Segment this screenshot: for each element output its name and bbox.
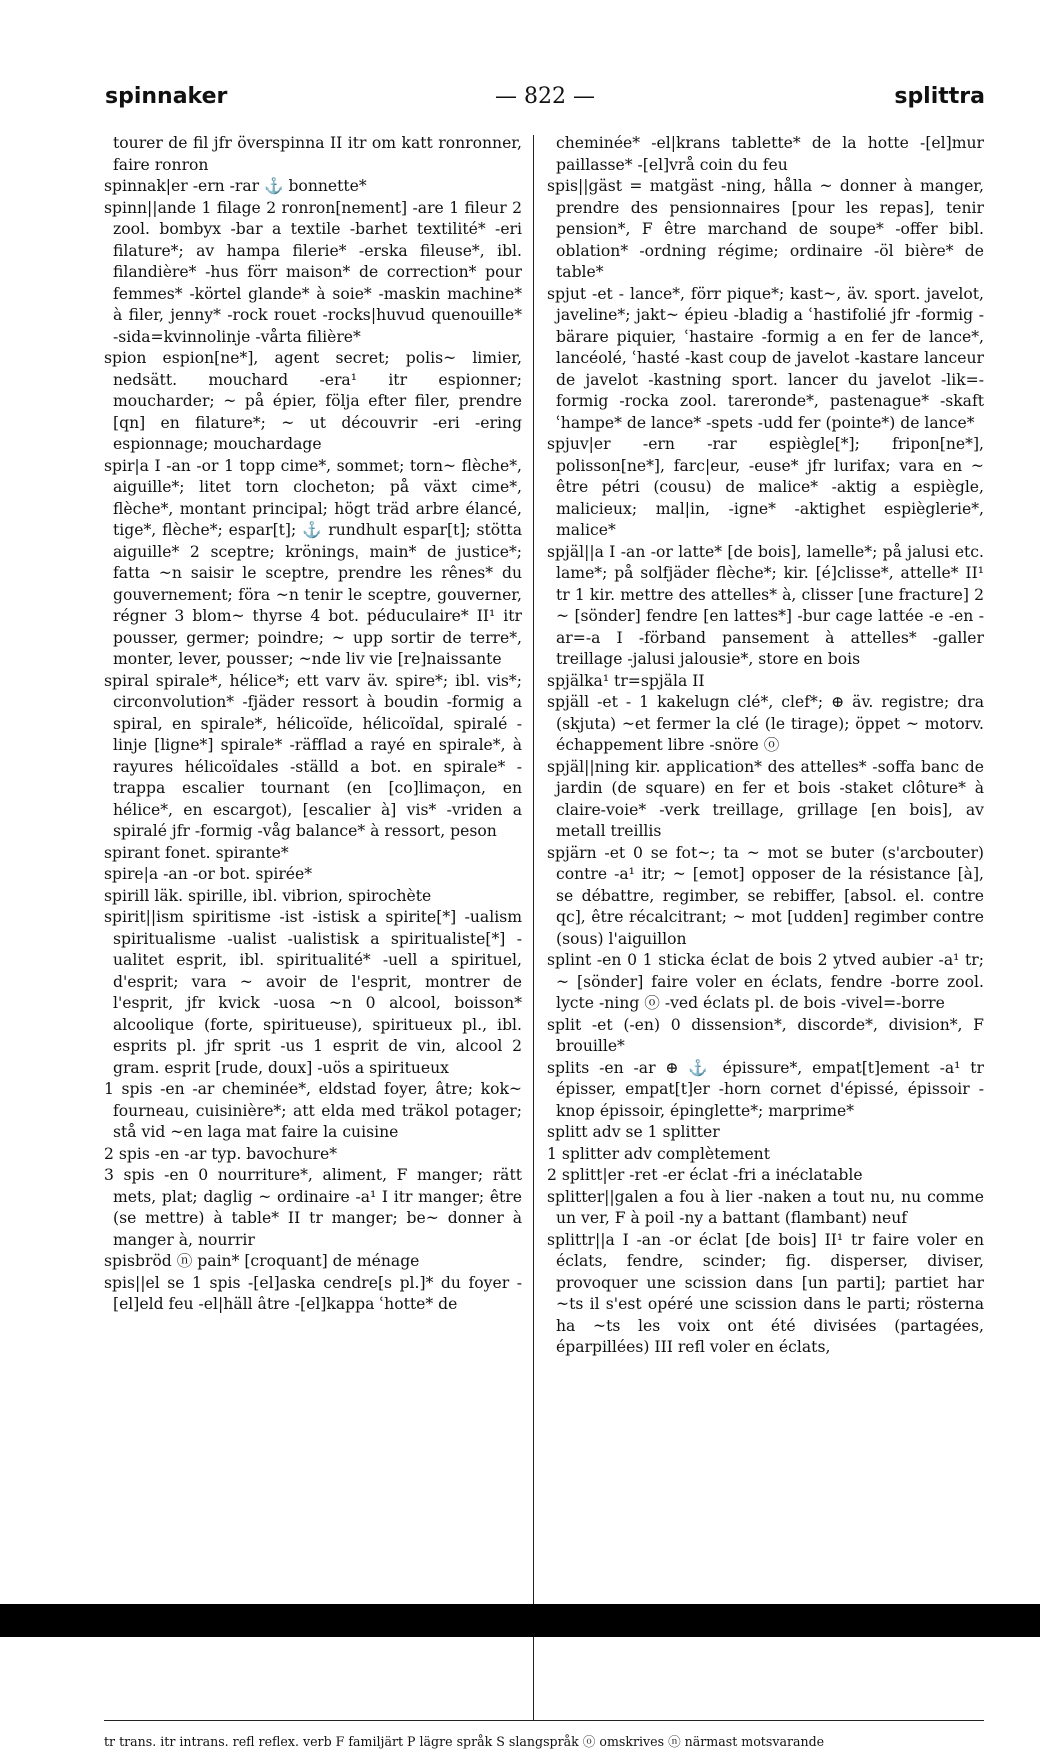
dictionary-entry: spjärn -et 0 se fot~; ta ~ mot se buter (s'arcbouter) contre -a¹ itr; ~ [emot] opposer de la résistance [à], se débattre, regimber, se rebiffer, [absol. el. contre qc], être récalcitrant; ~ mot [udden] regimber contre (sous) l'aiguillon: [547, 843, 984, 948]
dictionary-entry: spjäll -et - 1 kakelugn clé*, clef*; ⊕ äv. registre; dra (skjuta) ~et fermer la clé (le tirage); öppet ~ motorv. échappement libre -snöre ⓞ: [547, 693, 984, 754]
dictionary-entry: spirit||ism spiritisme -ist -istisk a spirite[*] -ualism spiritualisme -ualist -ualistisk a spiritualiste[*] -ualitet esprit, ibl. spiritualité* -uell a spirituel, d'esprit; vara ~ avoir de l'esprit, montrer de l'esprit, jfr kvick -uosa ~n 0 alcool, boisson* alcoolique (forte, spiritueuse), spiritueux pl., ibl. esprits pl. jfr sprit -us 1 esprit de vin, alcool 2 gram. esprit [rude, doux] -uös a spiritueux: [104, 908, 522, 1077]
dictionary-entry: spis||el se 1 spis -[el]aska cendre[s pl.]* du foyer -[el]eld feu -el|häll âtre -[el]kappa ʿhotte* de: [104, 1273, 522, 1313]
dictionary-entry: splint -en 0 1 sticka éclat de bois 2 ytved aubier -a¹ tr; ~ [sönder] faire voler en éclats, fendre -borre zool. lycte -ning ⓞ -ved éclats pl. de bois -vivel=-borre: [547, 951, 984, 1012]
abbreviation-footer: tr trans. itr intrans. refl reflex. verb F familjärt P lägre språk S slangspråk ⓞ omskrives ⓝ närmast motsvarande: [104, 1734, 825, 1749]
column-divider: [533, 135, 534, 1720]
dictionary-entry: splitt adv se 1 splitter: [547, 1123, 720, 1141]
dictionary-entry: spirant fonet. spirante*: [104, 843, 289, 862]
dictionary-entry: cheminée* -el|krans tablette* de la hotte -[el]mur paillasse* -[el]vrå coin du feu: [556, 134, 984, 174]
dictionary-entry: spjälka¹ tr=spjäla II: [547, 671, 705, 690]
dictionary-entry: spjuv|er -ern -rar espiègle[*]; fripon[ne*], polisson[ne*], farc|eur, -euse* jfr lurifax; vara en ~ être pétri (cousu) de malice* -aktig a espiègle, malicieux; mal|in, -igne* -aktighet espièglerie*, malice*: [547, 435, 984, 539]
dictionary-entry: spjut -et - lance*, förr pique*; kast~, äv. sport. javelot, javeline*; jakt~ épieu -bladig a ʿhastifolié jfr -formig -bärare piquier, ʿhastaire -formig a en fer de lance*, lancéolé, ʿhasté -kast coup de javelot -kastare lanceur de javelot -kastning sport. lancer du javelot -lik=-formig -rocka zool. tareronde*, pastenague* -skaft ʿhampe* de lance* -spets -udd fer (pointe*) de lance*: [547, 284, 984, 432]
dictionary-entry: spinnak|er -ern -rar ⚓ bonnette*: [104, 177, 367, 195]
dictionary-entry: spiral spirale*, hélice*; ett varv äv. spire*; ibl. vis*; circonvolution* -fjäder ressort à boudin -formig a spiral, en spirale*, hélicoïde, hélicoïdal, spiralé -linje [ligne*] spirale* -räfflad a rayé en spirale*, à rayures hélicoïdales -ställd a bot. en spirale* -trappa escalier tournant (en [co]limaçon, en hélice*, en escargot), [escalier à] vis* -vriden a spiralé jfr -formig -våg balance* à ressort, peson: [104, 671, 522, 840]
dictionary-entry: spire|a -an -or bot. spirée*: [104, 865, 313, 883]
header-last-word: splittra: [894, 84, 985, 109]
dictionary-entry: splits -en -ar ⊕ ⚓ épissure*, empat[t]ement -a¹ tr épisser, empat[t]er -horn cornet d'épissé, épissoir -knop épissoir, épinglette*; marprime*: [547, 1058, 984, 1120]
right-column: [547, 133, 984, 1359]
dictionary-entry: 2 spis -en -ar typ. bavochure*: [104, 1144, 338, 1163]
dictionary-entry: splitter||galen a fou à lier -naken a tout nu, nu comme un ver, F à poil -ny a battant (flambant) neuf: [547, 1187, 984, 1227]
footer-rule: [104, 1720, 984, 1721]
dictionary-entry: split -et (-en) 0 dissension*, discorde*, division*, F brouille*: [547, 1015, 984, 1055]
scan-border: [0, 1604, 1040, 1637]
dictionary-entry: 1 splitter adv complètement: [547, 1144, 770, 1163]
header-first-word: spinnaker: [105, 84, 228, 109]
dictionary-entry: spinn||ande 1 filage 2 ronron[nement] -are 1 fileur 2 zool. bombyx -bar a textile -barhet textilité* -eri filature*; av hampa filerie* -erska fileuse*, ibl. filandière* -hus förr maison* de correction* pour femmes* -körtel glande* à soie* -maskin machine* à filer, jenny* -rock rouet -rocks|huvud quenouille* -sida=kvinnolinje -vårta filière*: [104, 198, 522, 346]
running-header: [105, 84, 985, 118]
dictionary-entry: tourer de fil jfr överspinna II itr om katt ronronner, faire ronron: [113, 134, 522, 174]
dictionary-entry: splittr||a I -an -or éclat [de bois] II¹ tr faire voler en éclats, fendre, scinder; fig. disperser, diviser, provoquer une scission dans [un parti]; partiet har ~ts il s'est opéré une scission dans le parti; rösterna ha ~ts les voix ont été divisées (partagées, éparpillées) III refl voler en éclats,: [547, 1230, 984, 1356]
dictionary-entry: 3 spis -en 0 nourriture*, aliment, F manger; rätt mets, plat; daglig ~ ordinaire -a¹ I itr manger; être (se mettre) à table* II tr manger; be~ donner à manger à, nourrir: [104, 1166, 522, 1249]
dictionary-entry: spis||gäst = matgäst -ning, hålla ~ donner à manger, prendre des pensionnaires [pour les repas], tenir pension*, F être marchand de soupe* -offer bibl. oblation* -ordning régime; ordinaire -öl bière* de table*: [547, 177, 984, 281]
dictionary-entry: spisbröd ⓝ pain* [croquant] de ménage: [104, 1252, 420, 1270]
dictionary-entry: spir|a I -an -or 1 topp cime*, sommet; torn~ flèche*, aiguille*; litet torn clocheton; på växt cime*, flèche*, montant principal; högt träd arbre élancé, tige*, flèche*; espar[t]; ⚓ rundhult espar[t]; stötta aiguille* 2 sceptre; kröningsˌ main* de justice*; fatta ~n saisir le sceptre, prendre les rênes* du gouvernement; föra ~n tenir le sceptre, gouverner, régner 3 blom~ thyrse 4 bot. péduculaire* II¹ itr pousser, germer; poindre; ~ upp sortir de terre*, monter, lever, pousser; ~nde liv vie [re]naissante: [104, 456, 522, 668]
dictionary-entry: 2 splitt|er -ret -er éclat -fri a inéclatable: [547, 1166, 863, 1184]
left-column: [104, 133, 522, 1316]
dictionary-entry: spjäl||a I -an -or latte* [de bois], lamelle*; på jalusi etc. lame*; på solfjäder flèche*; kir. [é]clisse*, attelle* II¹ tr 1 kir. mettre des attelles* à, clisser [une fracture] 2 ~ [sönder] fendre [en lattes*] -bur cage lattée -e -en -ar=-a I -förband pansement à attelles* -galler treillage -jalusi jalousie*, store en bois: [547, 542, 984, 668]
page-number: — 822 —: [495, 84, 595, 109]
dictionary-entry: 1 spis -en -ar cheminée*, eldstad foyer, âtre; kok~ fourneau, cuisinière*; att elda med träkol potager; stå vid ~en laga mat faire la cuisine: [104, 1080, 522, 1141]
dictionary-entry: spjäl||ning kir. application* des attelles* -soffa banc de jardin (de square) en fer et bois -staket clôture* à claire-voie* -verk treillage, grillage [en bois], av metall treillis: [547, 757, 984, 840]
dictionary-entry: spirill läk. spirille, ibl. vibrion, spirochète: [104, 886, 432, 905]
dictionary-entry: spion espion[ne*], agent secret; polis~ limier, nedsätt. mouchard -era¹ itr espionner; moucharder; ~ på épier, följa efter filer, prendre [qn] en filature*; ~ ut découvrir -eri -ering espionnage; mouchardage: [104, 349, 522, 453]
